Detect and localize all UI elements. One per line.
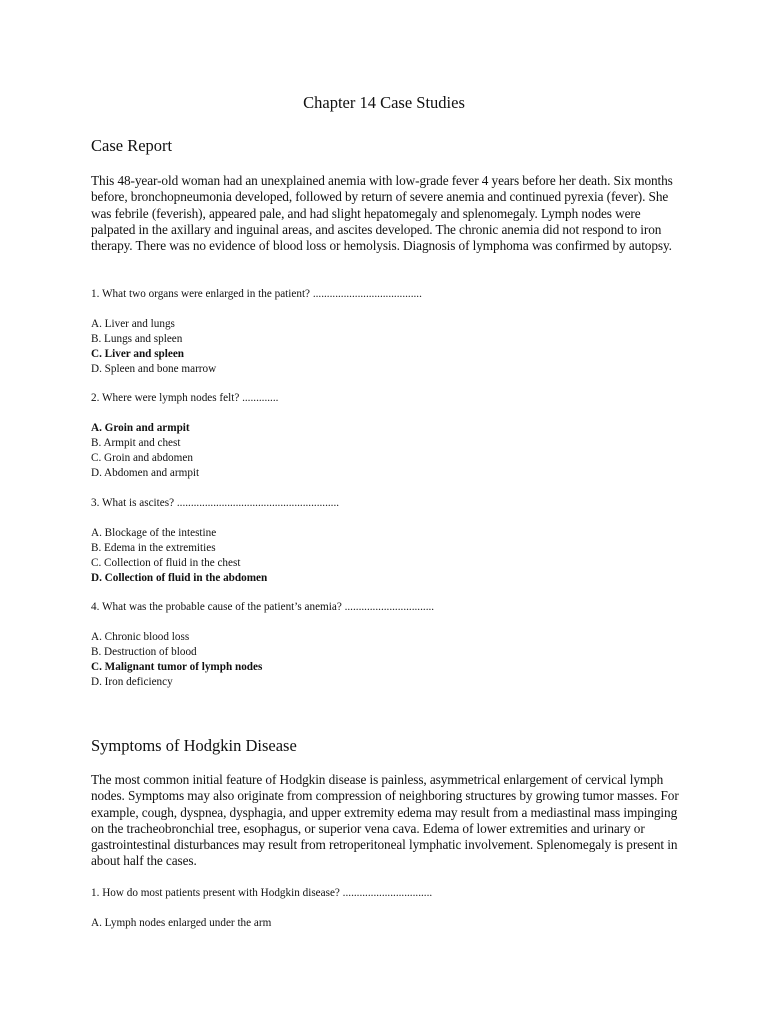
question-2-options (91, 421, 199, 481)
question-1-options (91, 317, 216, 377)
option-b: B. Lungs and spleen (91, 333, 183, 345)
option-b: B. Destruction of blood (91, 646, 197, 658)
hodgkin-heading: Symptoms of Hodgkin Disease (91, 736, 297, 755)
option-c-answer: C. Malignant tumor of lymph nodes (91, 661, 263, 673)
option-d: D. Iron deficiency (91, 676, 173, 688)
chapter-title: Chapter 14 Case Studies (303, 93, 465, 112)
option-d: D. Abdomen and armpit (91, 467, 200, 479)
option-c: C. Collection of fluid in the chest (91, 557, 241, 569)
option-d: D. Spleen and bone marrow (91, 363, 217, 375)
question-3-options (91, 526, 267, 586)
hodgkin-paragraph: The most common initial feature of Hodgkin disease is painless, asymmetrical enlargement of cervical lymph nodes. Symptoms may also originate from compression of neighboring structures by growing tumor masses. For example, cough, dyspnea, dysphagia, and upper extremity edema may result from a mediastinal mass impinging on the tracheobronchial tree, esophagus, or superior vena cava. Edema of lower extremities and urinary or gastrointestinal disturbances may result from retroperitoneal lymphatic involvement. Splenomegaly is present in about half the cases. (91, 772, 679, 869)
hodgkin-question-1: 1. How do most patients present with Hodgkin disease? ................................ (91, 887, 433, 899)
hodgkin-question-1-options (91, 916, 271, 931)
option-a-answer: A. Groin and armpit (91, 422, 190, 434)
case-report-heading: Case Report (91, 136, 173, 155)
question-1: 1. What two organs were enlarged in the patient? ....................................... (91, 288, 422, 300)
question-4: 4. What was the probable cause of the patient’s anemia? ................................ (91, 601, 435, 613)
option-d-answer: D. Collection of fluid in the abdomen (91, 572, 268, 584)
option-a: A. Lymph nodes enlarged under the arm (91, 917, 272, 929)
option-c-answer: C. Liver and spleen (91, 348, 185, 360)
option-c: C. Groin and abdomen (91, 452, 193, 464)
question-2: 2. Where were lymph nodes felt? ............. (91, 392, 279, 404)
question-4-options (91, 630, 262, 690)
option-a: A. Blockage of the intestine (91, 527, 217, 539)
question-3: 3. What is ascites? .......................................................... (91, 497, 340, 509)
option-a: A. Chronic blood loss (91, 631, 190, 643)
option-b: B. Edema in the extremities (91, 542, 216, 554)
case-report-paragraph: This 48-year-old woman had an unexplained anemia with low-grade fever 4 years before her death. Six months before, bronchopneumonia developed, followed by return of severe anemia and continued pyrexia (fever). She was febrile (feverish), appeared pale, and had slight hepatomegaly and splenomegaly. Lymph nodes were palpated in the axillary and inguinal areas, and ascites developed. The chronic anemia did not respond to iron therapy. There was no evidence of blood loss or hemolysis. Diagnosis of lymphoma was confirmed by autopsy. (91, 173, 673, 254)
option-b: B. Armpit and chest (91, 437, 181, 449)
option-a: A. Liver and lungs (91, 318, 175, 330)
